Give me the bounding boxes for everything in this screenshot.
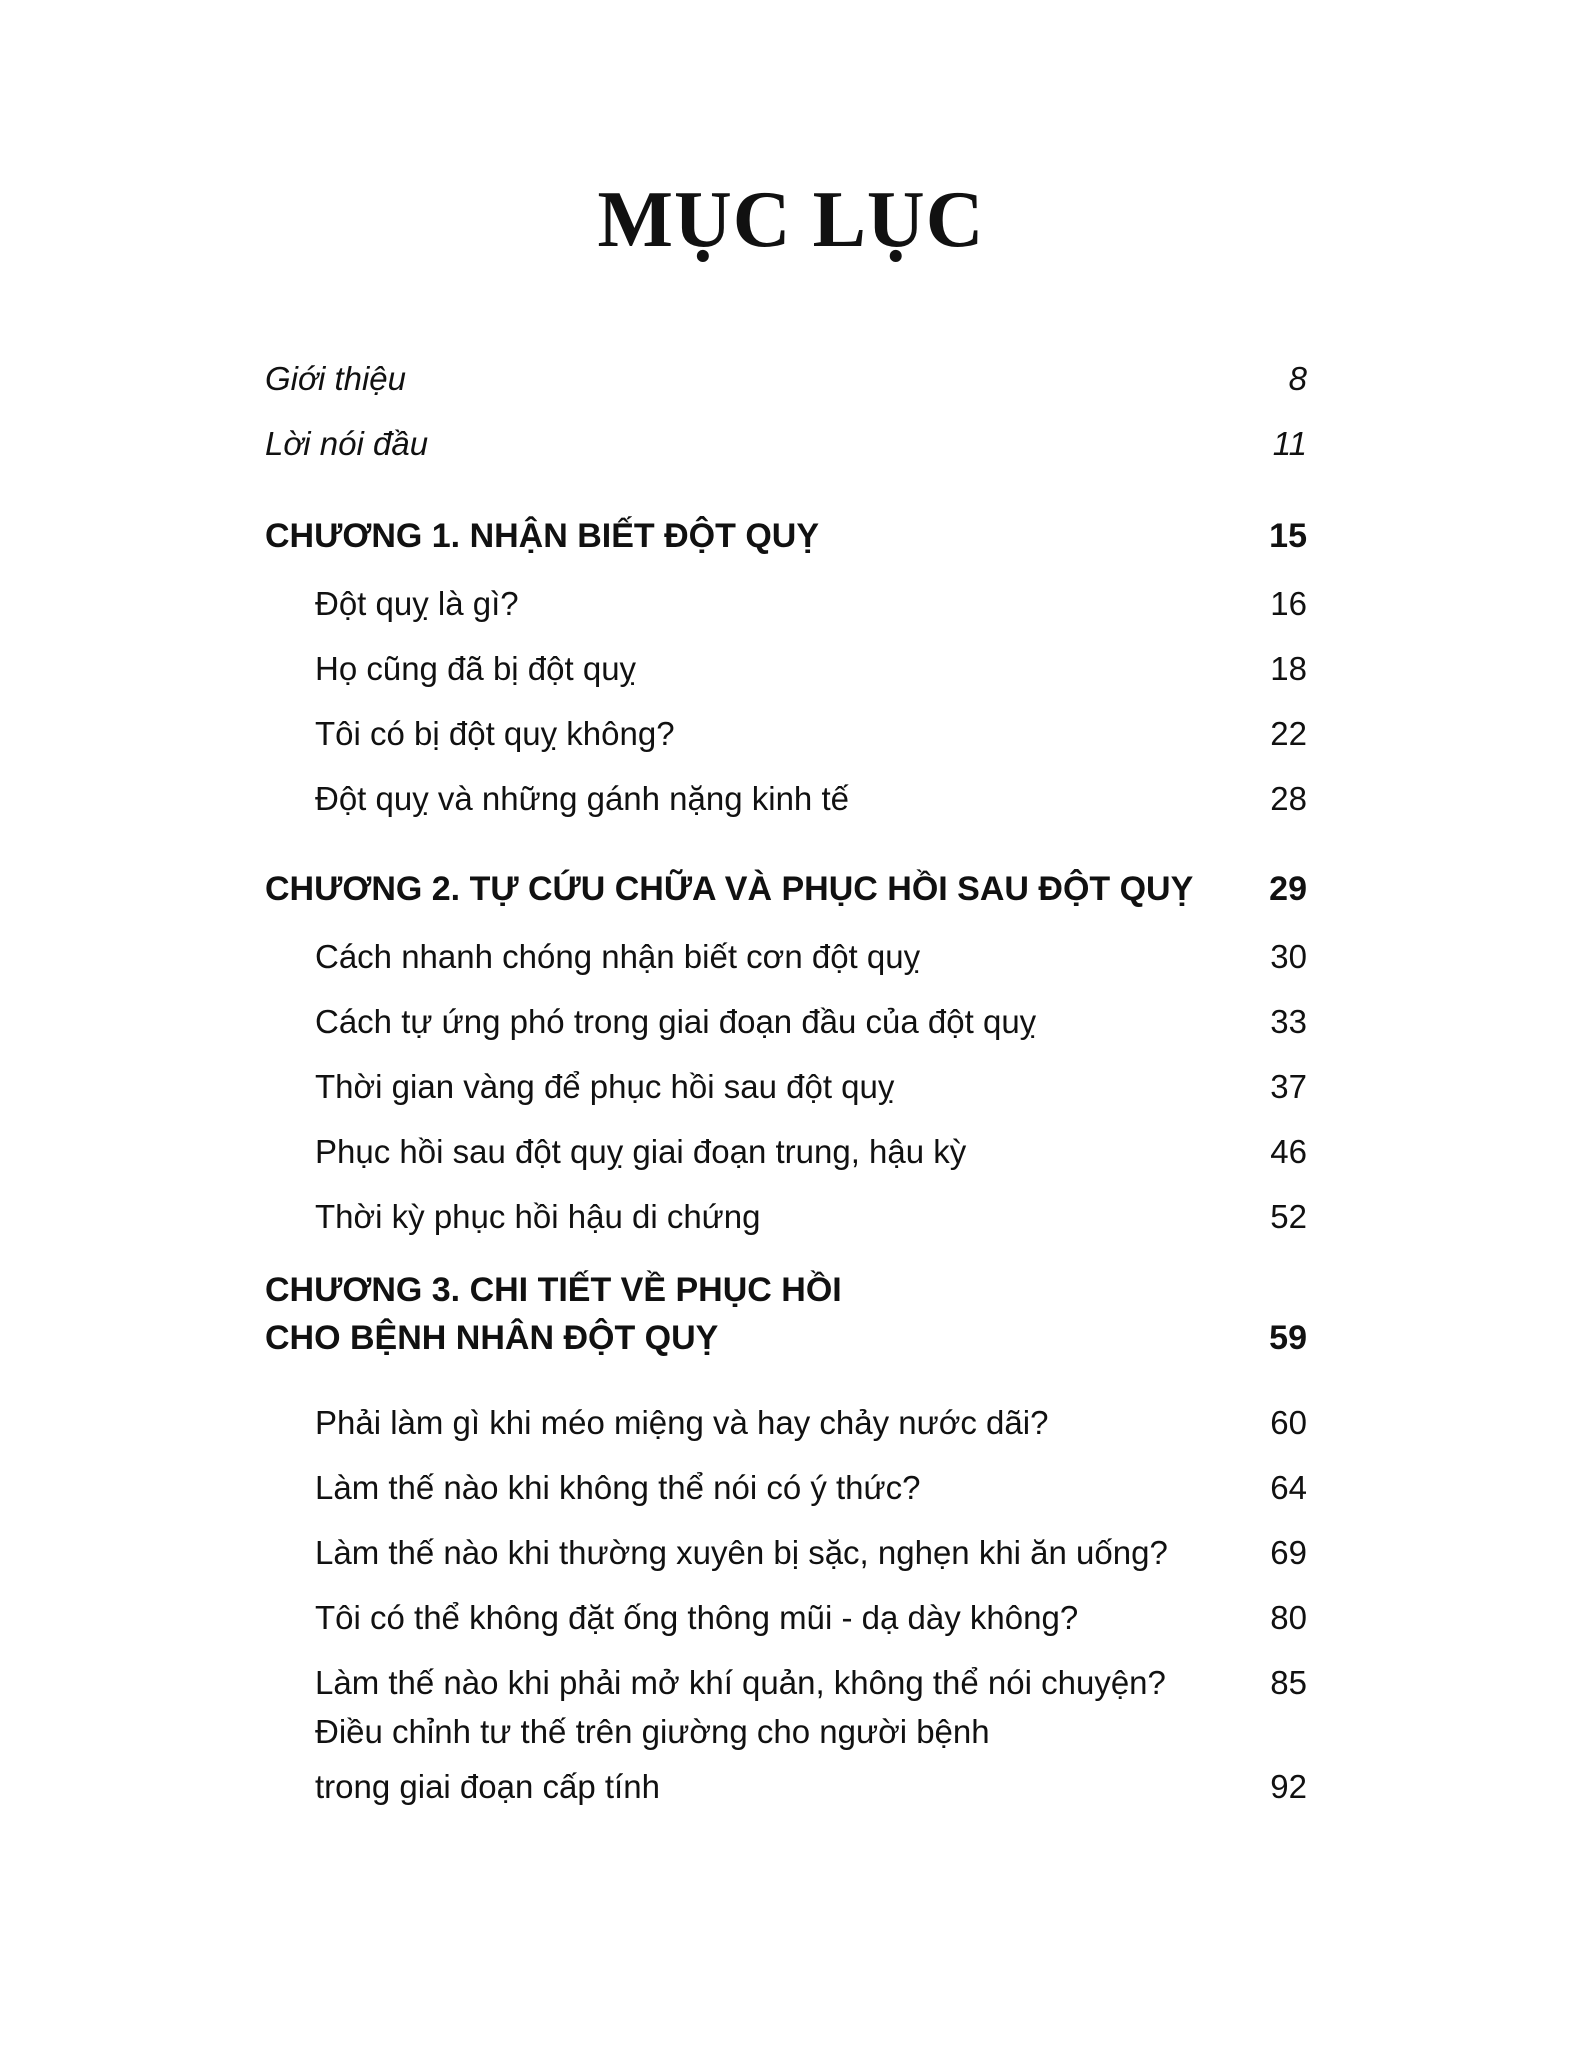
section-label-line-2: trong giai đoạn cấp tính bbox=[315, 1768, 660, 1805]
toc-section[interactable] bbox=[265, 978, 1307, 1043]
toc-section[interactable] bbox=[265, 1444, 1307, 1509]
toc-entry-label: Lời nói đầu bbox=[265, 425, 429, 462]
toc-section[interactable] bbox=[265, 1509, 1307, 1574]
section-label: Phục hồi sau đột quỵ giai đoạn trung, hậu kỳ bbox=[315, 1133, 967, 1170]
section-page: 28 bbox=[1270, 780, 1307, 817]
section-page: 37 bbox=[1270, 1068, 1307, 1105]
section-page: 33 bbox=[1270, 1003, 1307, 1040]
chapter-title-line-1: CHƯƠNG 3. CHI TIẾT VỀ PHỤC HỒI bbox=[265, 1271, 842, 1309]
chapter-title-line-2: CHO BỆNH NHÂN ĐỘT QUỴ bbox=[265, 1319, 719, 1357]
toc-entry-page: 11 bbox=[1272, 425, 1307, 462]
chapter-page: 59 bbox=[1269, 1319, 1307, 1357]
toc-section[interactable] bbox=[265, 1574, 1307, 1639]
toc-section[interactable] bbox=[265, 1639, 1307, 1704]
section-label-line-1: Điều chỉnh tư thế trên giường cho người bệnh bbox=[315, 1713, 990, 1750]
toc-section[interactable] bbox=[265, 1173, 1307, 1238]
section-page: 64 bbox=[1270, 1469, 1307, 1506]
section-label bbox=[315, 1704, 1250, 1814]
section-label: Thời gian vàng để phục hồi sau đột quỵ bbox=[315, 1068, 895, 1105]
section-label: Tôi có thể không đặt ống thông mũi - dạ dày không? bbox=[315, 1599, 1079, 1636]
section-label: Cách tự ứng phó trong giai đoạn đầu của đột quỵ bbox=[315, 1003, 1037, 1040]
section-page: 80 bbox=[1270, 1599, 1307, 1636]
section-page: 16 bbox=[1270, 585, 1307, 622]
section-page: 22 bbox=[1270, 715, 1307, 752]
toc-chapter-1[interactable] bbox=[265, 495, 1307, 560]
toc-section[interactable] bbox=[265, 1043, 1307, 1108]
toc-entry-page: 8 bbox=[1288, 360, 1307, 397]
section-label: Làm thế nào khi không thể nói có ý thức? bbox=[315, 1469, 921, 1506]
toc-chapter-3[interactable] bbox=[265, 1266, 1307, 1362]
section-page: 18 bbox=[1270, 650, 1307, 687]
toc-section[interactable] bbox=[265, 1704, 1307, 1814]
toc-section[interactable] bbox=[265, 625, 1307, 690]
section-page: 92 bbox=[1270, 1768, 1307, 1805]
toc-section[interactable] bbox=[265, 560, 1307, 625]
toc-entry-preface[interactable] bbox=[265, 400, 1307, 465]
chapter-page: 29 bbox=[1269, 870, 1307, 908]
section-label: Đột quỵ và những gánh nặng kinh tế bbox=[315, 780, 849, 817]
toc-chapter-2[interactable] bbox=[265, 848, 1307, 913]
toc-section[interactable] bbox=[265, 1379, 1307, 1444]
table-of-contents bbox=[265, 335, 1307, 1814]
section-page: 69 bbox=[1270, 1534, 1307, 1571]
section-label: Làm thế nào khi thường xuyên bị sặc, nghẹn khi ăn uống? bbox=[315, 1534, 1168, 1571]
chapter-title bbox=[265, 1266, 1249, 1362]
section-label: Đột quỵ là gì? bbox=[315, 585, 519, 622]
section-label: Phải làm gì khi méo miệng và hay chảy nước dãi? bbox=[315, 1404, 1049, 1441]
toc-section[interactable] bbox=[265, 755, 1307, 820]
section-label: Tôi có bị đột quỵ không? bbox=[315, 715, 675, 752]
chapter-title: CHƯƠNG 1. NHẬN BIẾT ĐỘT QUỴ bbox=[265, 517, 820, 555]
section-label: Thời kỳ phục hồi hậu di chứng bbox=[315, 1198, 761, 1235]
section-page: 30 bbox=[1270, 938, 1307, 975]
section-label: Làm thế nào khi phải mở khí quản, không thể nói chuyện? bbox=[315, 1664, 1166, 1701]
toc-section[interactable] bbox=[265, 690, 1307, 755]
section-page: 52 bbox=[1270, 1198, 1307, 1235]
toc-section[interactable] bbox=[265, 913, 1307, 978]
section-page: 85 bbox=[1270, 1664, 1307, 1701]
chapter-page: 15 bbox=[1269, 517, 1307, 555]
toc-entry-label: Giới thiệu bbox=[265, 360, 407, 397]
section-page: 46 bbox=[1270, 1133, 1307, 1170]
toc-section[interactable] bbox=[265, 1108, 1307, 1173]
section-page: 60 bbox=[1270, 1404, 1307, 1441]
chapter-title: CHƯƠNG 2. TỰ CỨU CHỮA VÀ PHỤC HỒI SAU ĐỘT QUỴ bbox=[265, 870, 1194, 908]
section-label: Cách nhanh chóng nhận biết cơn đột quỵ bbox=[315, 938, 921, 975]
page-title: MỤC LỤC bbox=[597, 176, 985, 264]
section-label: Họ cũng đã bị đột quỵ bbox=[315, 650, 637, 687]
toc-entry-introduction[interactable] bbox=[265, 335, 1307, 400]
